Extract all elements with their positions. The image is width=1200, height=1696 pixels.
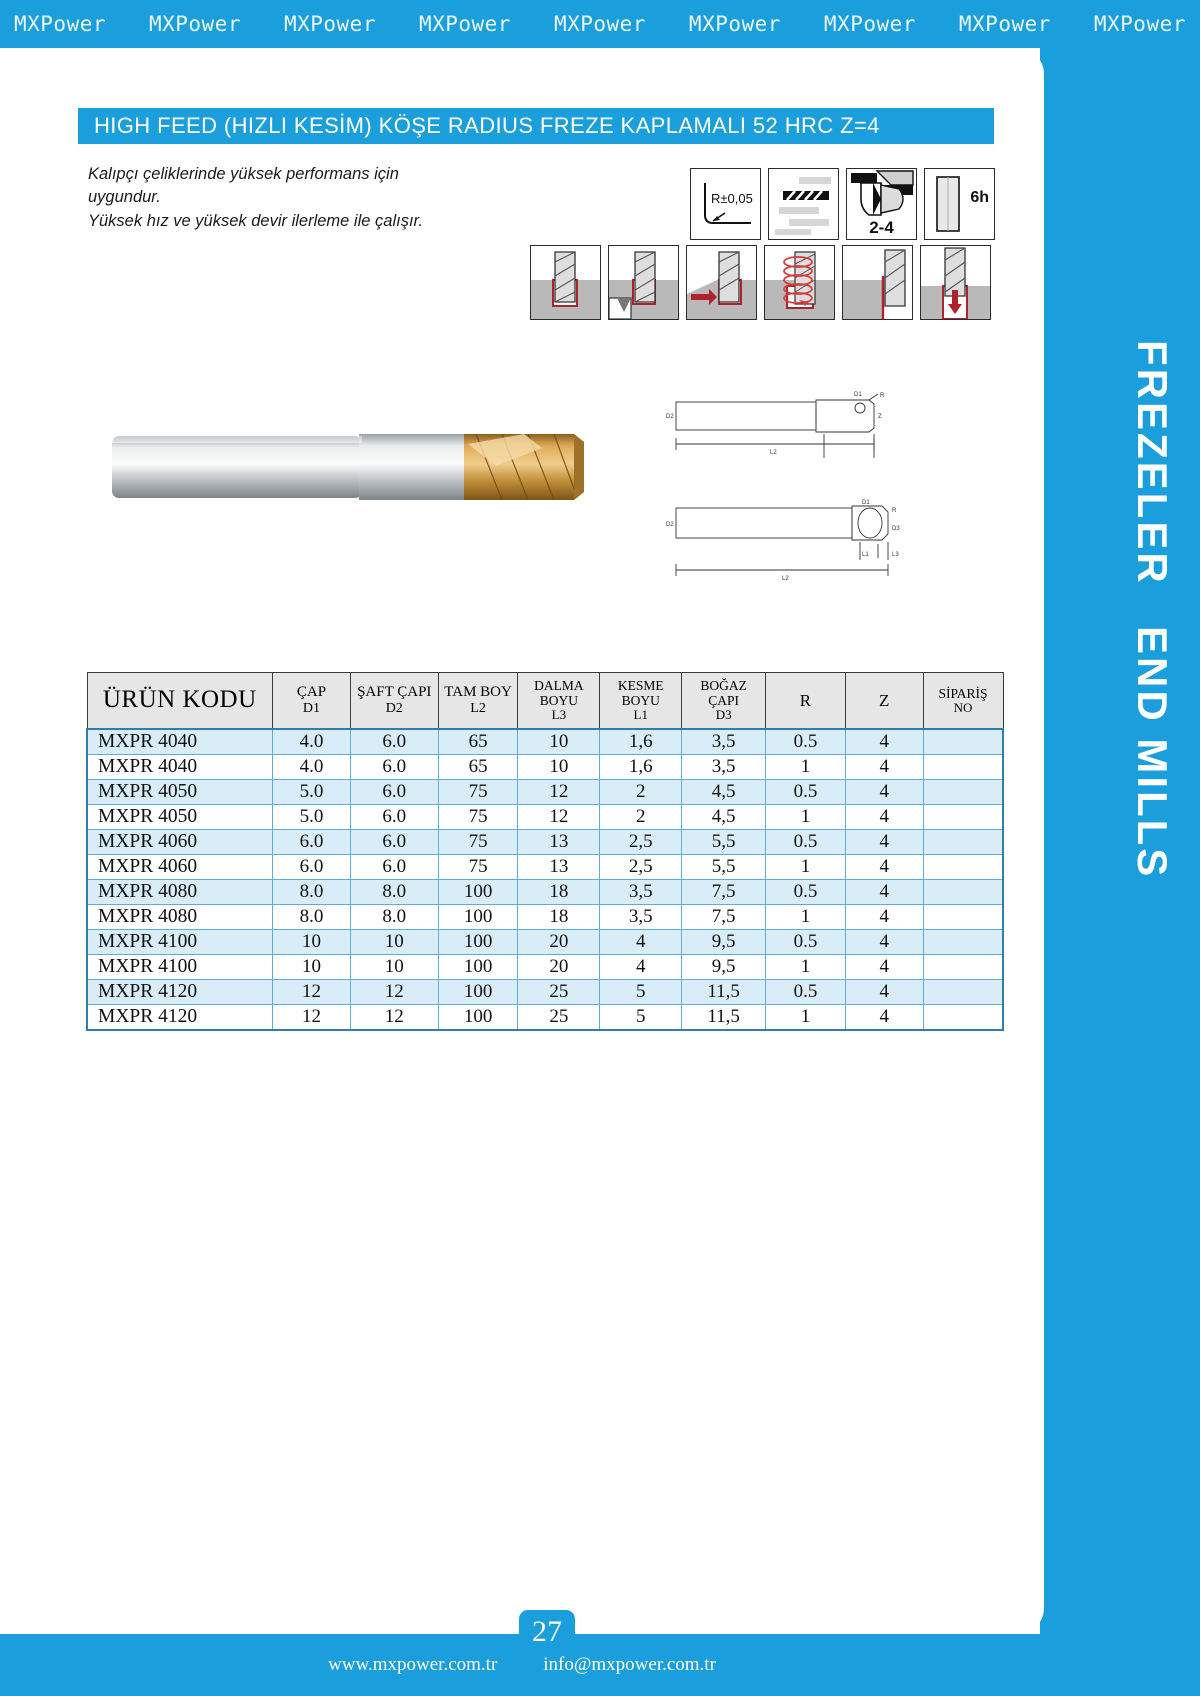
specification-table <box>86 672 1004 1031</box>
cell-l1: 2,5 <box>600 854 682 879</box>
corner-radius-value: R±0,05 <box>711 191 753 206</box>
col-header-flutes: Z <box>845 673 923 729</box>
drawing-label-l1: L1 <box>862 552 869 558</box>
drawing-label-d2: D2 <box>666 522 674 528</box>
cell-d3: 5,5 <box>682 829 766 854</box>
drawing-label-d2: D2 <box>666 414 674 420</box>
cell-r: 1 <box>766 754 846 779</box>
cell-l1: 3,5 <box>600 879 682 904</box>
cell-z: 4 <box>845 929 923 954</box>
cell-order <box>923 954 1003 979</box>
cell-l3: 12 <box>518 779 600 804</box>
ramping-icon <box>686 245 757 320</box>
cell-code: MXPR 4080 <box>87 879 273 904</box>
cell-d3: 3,5 <box>682 754 766 779</box>
cell-l3: 18 <box>518 879 600 904</box>
cell-l2: 65 <box>438 729 518 755</box>
brand-logo-text: MXPower <box>283 12 376 36</box>
cell-order <box>923 929 1003 954</box>
cell-r: 0.5 <box>766 979 846 1004</box>
cell-l3: 18 <box>518 904 600 929</box>
table-row <box>87 929 1003 954</box>
cell-l1: 3,5 <box>600 904 682 929</box>
col-header-product-code: ÜRÜN KODU <box>87 673 273 729</box>
cell-code: MXPR 4050 <box>87 804 273 829</box>
cell-d1: 5.0 <box>273 804 351 829</box>
cell-d3: 7,5 <box>682 879 766 904</box>
cell-z: 4 <box>845 879 923 904</box>
cell-l2: 100 <box>438 904 518 929</box>
cell-d3: 9,5 <box>682 954 766 979</box>
page-title: HIGH FEED (HIZLI KESİM) KÖŞE RADIUS FREZE KAPLAMALI 52 HRC Z=4 <box>78 108 994 144</box>
cell-r: 1 <box>766 1004 846 1030</box>
table-row <box>87 904 1003 929</box>
cell-order <box>923 879 1003 904</box>
cell-d3: 7,5 <box>682 904 766 929</box>
cell-code: MXPR 4120 <box>87 979 273 1004</box>
cell-d1: 4.0 <box>273 729 351 755</box>
cell-z: 4 <box>845 779 923 804</box>
col-header-diameter: ÇAP D1 <box>273 673 351 729</box>
brand-logo-text: MXPower <box>958 12 1051 36</box>
cell-l2: 100 <box>438 1004 518 1030</box>
cell-l3: 10 <box>518 754 600 779</box>
drawing-label-z: Z <box>878 414 882 420</box>
description-line-3: Yüksek hız ve yüksek devir ilerleme ile çalışır. <box>88 211 424 230</box>
cell-z: 4 <box>845 829 923 854</box>
cell-d1: 10 <box>273 929 351 954</box>
cell-l3: 10 <box>518 729 600 755</box>
cell-d1: 5.0 <box>273 779 351 804</box>
drawing-label-l3: L3 <box>892 552 899 558</box>
cell-l2: 75 <box>438 804 518 829</box>
drawing-label-d3: D3 <box>892 526 900 532</box>
brand-logo-text: MXPower <box>553 12 646 36</box>
cell-code: MXPR 4100 <box>87 954 273 979</box>
rail-label-tr: FREZELER <box>1129 340 1176 586</box>
cell-d2: 8.0 <box>350 879 438 904</box>
description-line-2: uygundur. <box>88 188 161 207</box>
cell-d2: 6.0 <box>350 729 438 755</box>
product-photo <box>104 404 604 534</box>
cell-l3: 13 <box>518 854 600 879</box>
table-row <box>87 854 1003 879</box>
cell-z: 4 <box>845 904 923 929</box>
table-row <box>87 754 1003 779</box>
cell-r: 0.5 <box>766 829 846 854</box>
cell-d2: 6.0 <box>350 829 438 854</box>
brand-logo-text: MXPower <box>148 12 241 36</box>
cell-d3: 9,5 <box>682 929 766 954</box>
drawing-label-r: R <box>880 393 885 399</box>
cell-l2: 75 <box>438 829 518 854</box>
cell-z: 4 <box>845 729 923 755</box>
cell-z: 4 <box>845 754 923 779</box>
col-header-total-length: TAM BOY L2 <box>438 673 518 729</box>
flute-count-icon <box>846 168 917 240</box>
cell-order <box>923 829 1003 854</box>
drawing-label-d1: D1 <box>862 500 870 506</box>
cell-d1: 10 <box>273 954 351 979</box>
footer-email[interactable]: info@mxpower.com.tr <box>543 1654 716 1675</box>
table-header-row <box>87 673 1003 729</box>
section-rail-label <box>1056 340 1176 900</box>
col-header-cutting-length: KESME BOYU L1 <box>600 673 682 729</box>
cell-d3: 11,5 <box>682 979 766 1004</box>
cell-d3: 4,5 <box>682 804 766 829</box>
cell-d3: 5,5 <box>682 854 766 879</box>
cell-d1: 8.0 <box>273 879 351 904</box>
col-header-shank-diameter: ŞAFT ÇAPI D2 <box>350 673 438 729</box>
step-milling-icon <box>608 245 679 320</box>
table-row <box>87 1004 1003 1030</box>
cell-l2: 75 <box>438 854 518 879</box>
spec-icon-row <box>690 168 995 240</box>
cell-code: MXPR 4100 <box>87 929 273 954</box>
cell-order <box>923 804 1003 829</box>
cell-l1: 4 <box>600 929 682 954</box>
cell-order <box>923 904 1003 929</box>
table-row <box>87 804 1003 829</box>
rail-label-en: END MILLS <box>1129 625 1176 879</box>
shank-tolerance-value: 6h <box>970 189 989 206</box>
cell-code: MXPR 4040 <box>87 729 273 755</box>
footer-website[interactable]: www.mxpower.com.tr <box>328 1654 498 1675</box>
cell-r: 0.5 <box>766 879 846 904</box>
shoulder-milling-icon <box>842 245 913 320</box>
cell-d1: 12 <box>273 979 351 1004</box>
cell-order <box>923 779 1003 804</box>
cell-code: MXPR 4080 <box>87 904 273 929</box>
cell-d2: 6.0 <box>350 779 438 804</box>
cell-l1: 1,6 <box>600 754 682 779</box>
cell-d1: 6.0 <box>273 854 351 879</box>
product-description <box>88 163 508 233</box>
cell-order <box>923 1004 1003 1030</box>
cell-l3: 13 <box>518 829 600 854</box>
cell-l2: 65 <box>438 754 518 779</box>
cell-d1: 8.0 <box>273 904 351 929</box>
cell-code: MXPR 4040 <box>87 754 273 779</box>
corner-radius-tolerance-icon <box>690 168 761 240</box>
drawing-label-r: R <box>892 508 897 514</box>
cell-d2: 6.0 <box>350 804 438 829</box>
brand-logo-text: MXPower <box>14 12 107 36</box>
cell-l1: 2 <box>600 804 682 829</box>
cell-d2: 10 <box>350 954 438 979</box>
brand-logo-text: MXPower <box>688 12 781 36</box>
cell-code: MXPR 4060 <box>87 854 273 879</box>
cell-r: 1 <box>766 954 846 979</box>
slot-milling-icon <box>530 245 601 320</box>
table-row <box>87 979 1003 1004</box>
cell-d2: 10 <box>350 929 438 954</box>
cell-code: MXPR 4060 <box>87 829 273 854</box>
cell-z: 4 <box>845 804 923 829</box>
brand-logo-text: MXPower <box>1093 12 1186 36</box>
table-row <box>87 779 1003 804</box>
cell-l1: 5 <box>600 1004 682 1030</box>
cell-d2: 12 <box>350 1004 438 1030</box>
cell-r: 0.5 <box>766 929 846 954</box>
brand-logo-text: MXPower <box>418 12 511 36</box>
cell-d2: 8.0 <box>350 904 438 929</box>
drawing-label-d1: D1 <box>854 392 862 398</box>
cell-d2: 6.0 <box>350 854 438 879</box>
cell-d1: 4.0 <box>273 754 351 779</box>
cell-r: 0.5 <box>766 779 846 804</box>
cell-order <box>923 729 1003 755</box>
operation-icon-row <box>530 245 991 320</box>
cell-d2: 6.0 <box>350 754 438 779</box>
cell-l2: 100 <box>438 929 518 954</box>
cell-code: MXPR 4050 <box>87 779 273 804</box>
cell-l3: 20 <box>518 929 600 954</box>
technical-drawing-bottom <box>664 498 914 598</box>
page-number-badge: 27 <box>519 1610 575 1654</box>
cell-r: 0.5 <box>766 729 846 755</box>
flute-count-value: 2-4 <box>869 218 894 237</box>
cell-l1: 2 <box>600 779 682 804</box>
cell-l2: 100 <box>438 954 518 979</box>
cell-l3: 25 <box>518 1004 600 1030</box>
cell-z: 4 <box>845 854 923 879</box>
helical-interpolation-icon <box>764 245 835 320</box>
cell-z: 4 <box>845 1004 923 1030</box>
cell-code: MXPR 4120 <box>87 1004 273 1030</box>
top-brand-strip <box>0 0 1200 48</box>
col-header-order-no: SİPARİŞ NO <box>923 673 1003 729</box>
cell-r: 1 <box>766 904 846 929</box>
description-line-1: Kalıpçı çeliklerinde yüksek performans için <box>88 165 399 183</box>
technical-drawing-top <box>664 388 914 478</box>
cell-l2: 100 <box>438 879 518 904</box>
col-header-plunge-length: DALMA BOYU L3 <box>518 673 600 729</box>
cell-d1: 12 <box>273 1004 351 1030</box>
col-header-neck-diameter: BOĞAZ ÇAPI D3 <box>682 673 766 729</box>
cell-r: 1 <box>766 854 846 879</box>
cell-d3: 3,5 <box>682 729 766 755</box>
cell-l1: 1,6 <box>600 729 682 755</box>
cell-order <box>923 854 1003 879</box>
cell-l3: 25 <box>518 979 600 1004</box>
material-hardness-icon <box>768 168 839 240</box>
cell-d3: 11,5 <box>682 1004 766 1030</box>
col-header-radius: R <box>766 673 846 729</box>
cell-r: 1 <box>766 804 846 829</box>
plunge-milling-icon <box>920 245 991 320</box>
table-row <box>87 829 1003 854</box>
cell-l3: 20 <box>518 954 600 979</box>
drawing-label-l2: L2 <box>782 576 789 582</box>
table-row <box>87 954 1003 979</box>
cell-l2: 75 <box>438 779 518 804</box>
cell-z: 4 <box>845 979 923 1004</box>
cell-d2: 12 <box>350 979 438 1004</box>
cell-l1: 4 <box>600 954 682 979</box>
cell-l1: 2,5 <box>600 829 682 854</box>
shank-tolerance-icon <box>924 168 995 240</box>
cell-order <box>923 754 1003 779</box>
cell-l3: 12 <box>518 804 600 829</box>
cell-z: 4 <box>845 954 923 979</box>
brand-logo-text: MXPower <box>823 12 916 36</box>
cell-d1: 6.0 <box>273 829 351 854</box>
table-body <box>87 729 1003 1030</box>
cell-order <box>923 979 1003 1004</box>
cell-l1: 5 <box>600 979 682 1004</box>
table-row <box>87 879 1003 904</box>
drawing-label-l2: L2 <box>770 450 777 456</box>
table-row <box>87 729 1003 755</box>
cell-d3: 4,5 <box>682 779 766 804</box>
cell-l2: 100 <box>438 979 518 1004</box>
